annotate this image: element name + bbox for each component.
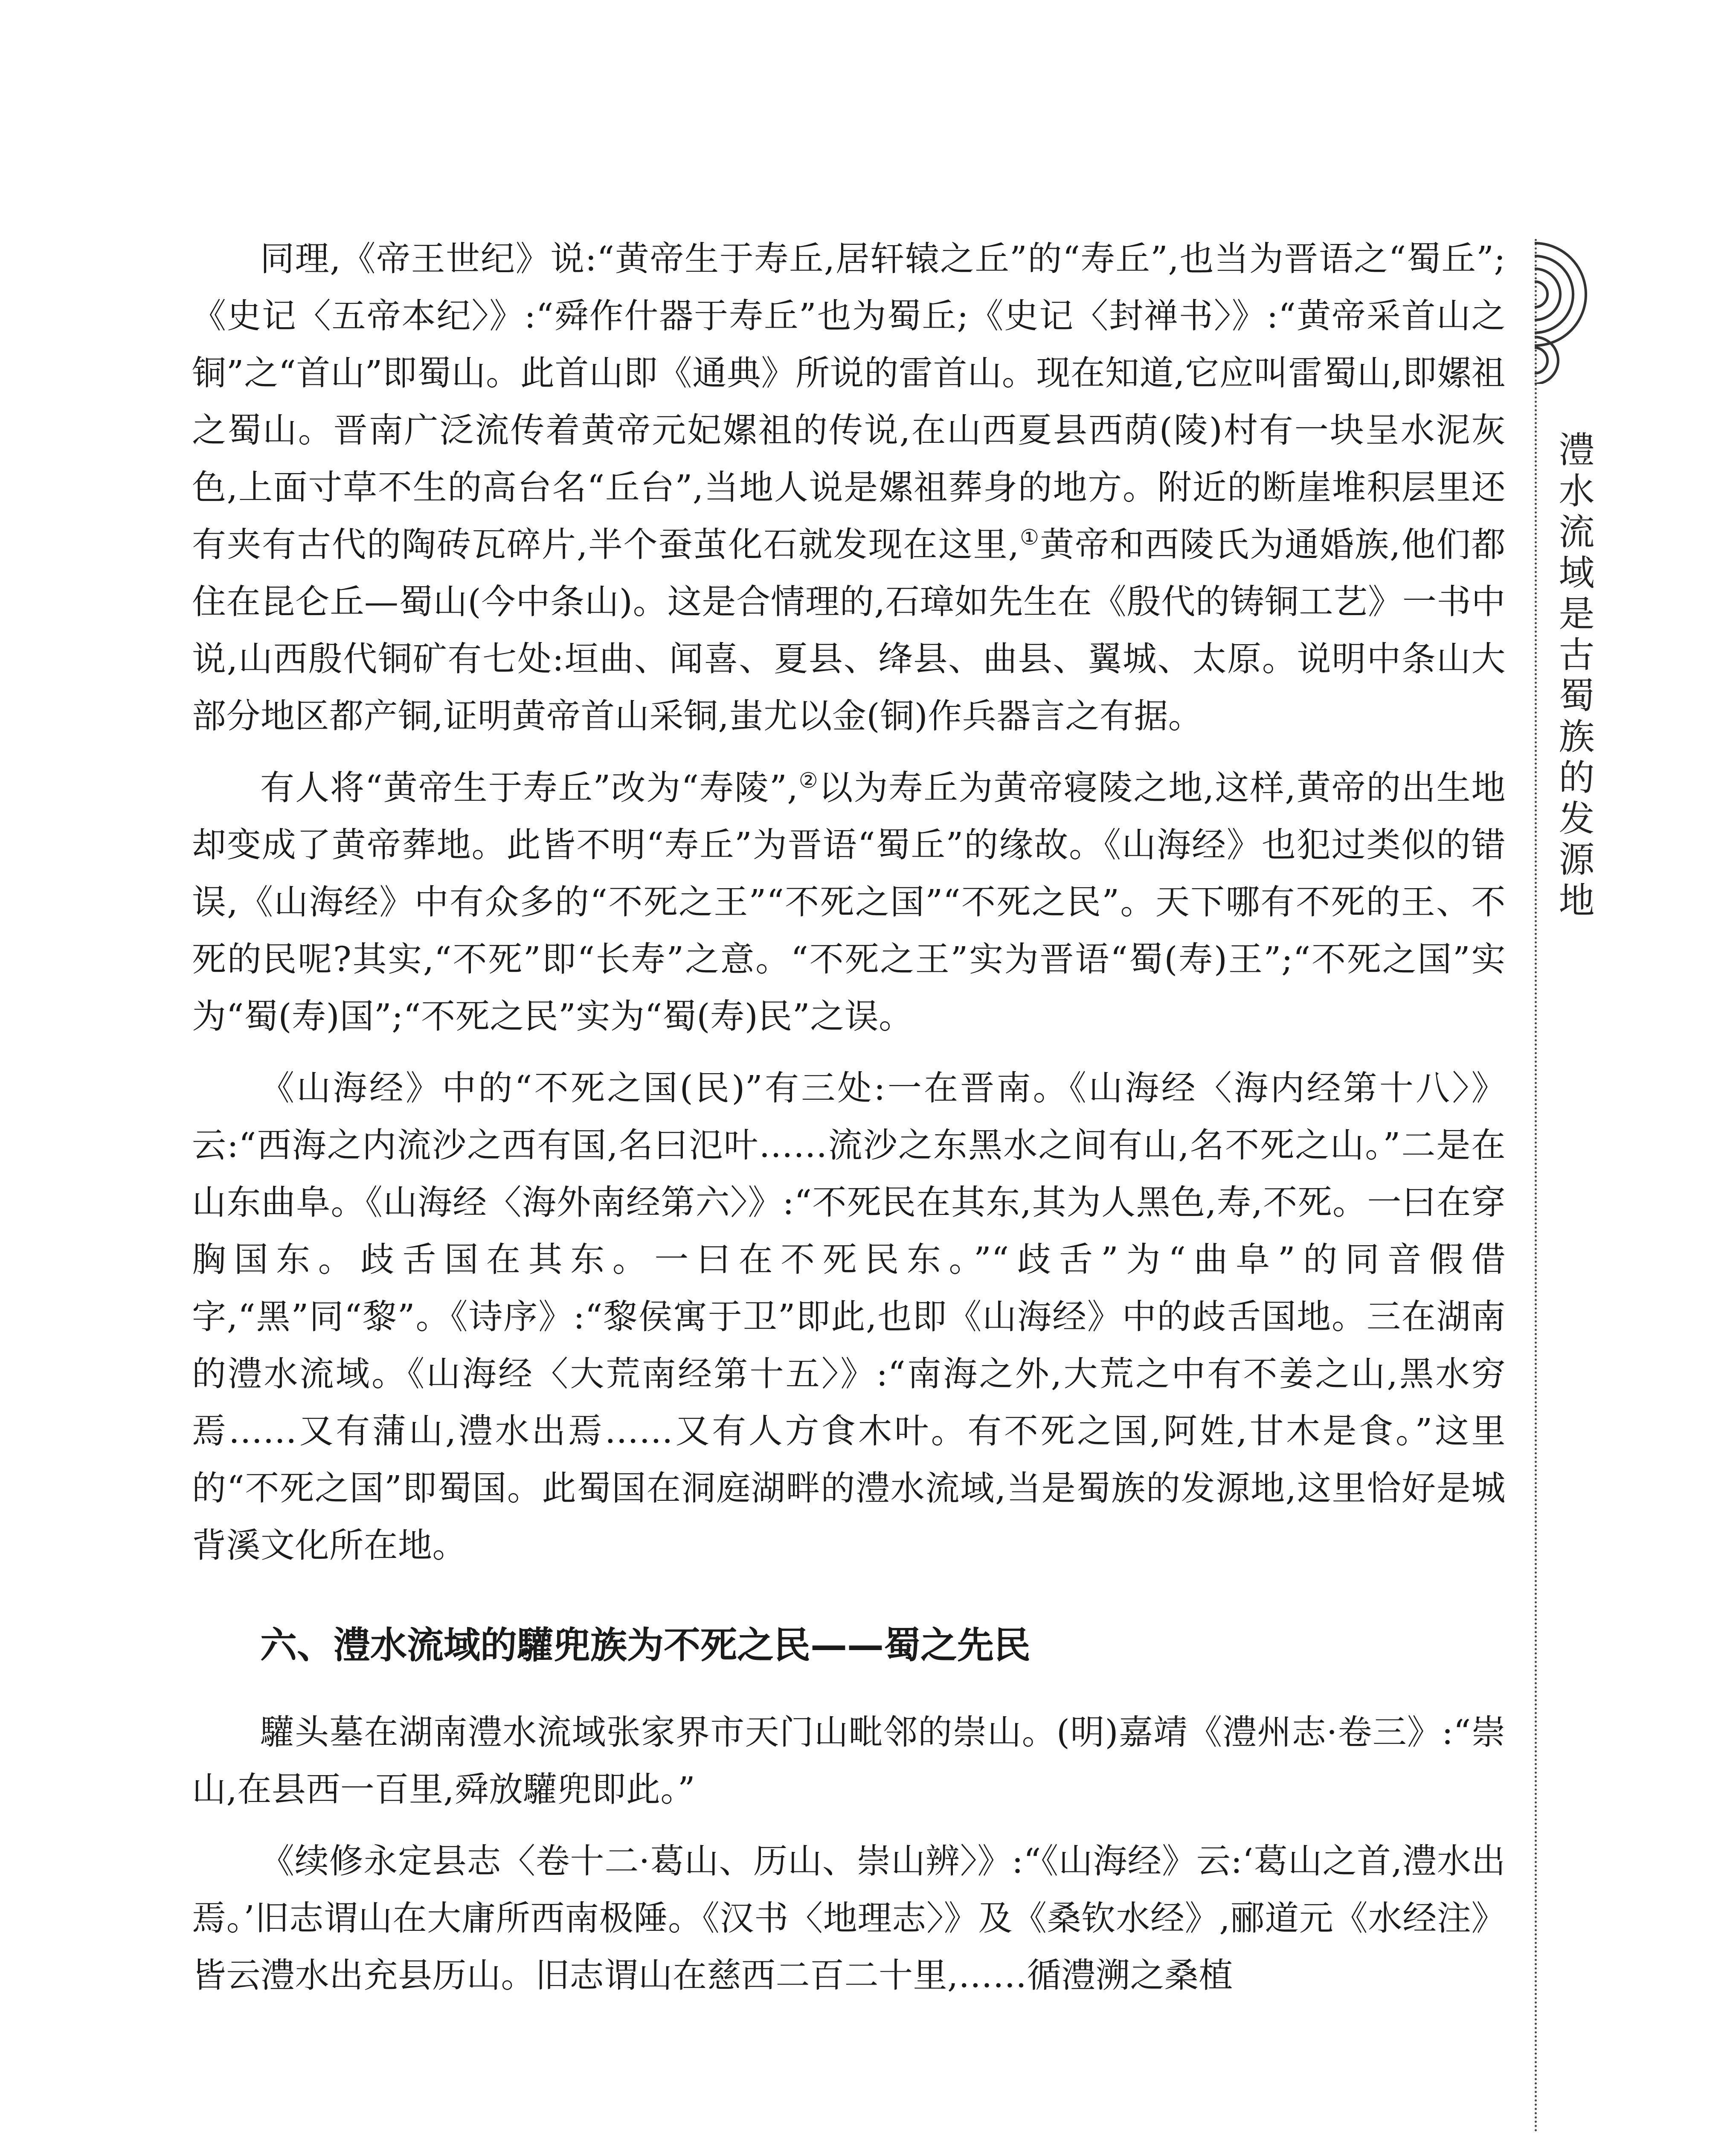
margin-dotted-line <box>1535 239 1537 2133</box>
footnote-ref[interactable]: ① <box>1019 525 1040 550</box>
running-title: 澧水流域是古蜀族的发源地 <box>1553 431 1595 922</box>
footnote-ref[interactable]: ② <box>798 768 819 793</box>
main-text <box>192 230 1506 2004</box>
section-heading: 六、澧水流域的驩兜族为不死之民——蜀之先民 <box>260 1624 1031 1667</box>
paragraph: 《续修永定县志〈卷十二·葛山、历山、崇山辨〉》:“《山海经》云:‘葛山之首,澧水出焉。’旧志谓山在大庸所西南极陲。《汉书〈地理志〉》及《桑钦水经》,郦道元《水经注》皆云澧水出充县历山。旧志谓山在慈西二百二十里,……循澧溯之桑植 <box>192 1841 1506 1995</box>
paragraph: 《山海经》中的“不死之国(民)”有三处:一在晋南。《山海经〈海内经第十八〉》云:“西海之内流沙之西有国,名曰氾叶……流沙之东黑水之间有山,名不死之山。”二是在山东曲阜。《山海经〈海外南经第六〉》:“不死民在其东,其为人黑色,寿,不死。一曰在穿胸国东。歧舌国在其东。一曰在不死民东。”“歧舌”为“曲阜”的同音假借字,“黑”同“黎”。《诗序》:“黎侯寓于卫”即此,也即《山海经》中的歧舌国地。三在湖南的澧水流域。《山海经〈大荒南经第十五〉》:“南海之外,大荒之中有不姜之山,黑水穷焉……又有蒲山,澧水出焉……又有人方食木叶。有不死之国,阿姓,甘木是食。”这里的“不死之国”即蜀国。此蜀国在洞庭湖畔的澧水流域,当是蜀族的发源地,这里恰好是城背溪文化所在地。 <box>192 1068 1506 1565</box>
wave-ornament-icon <box>1532 239 1596 384</box>
paragraph: 同理,《帝王世纪》说:“黄帝生于寿丘,居轩辕之丘”的“寿丘”,也当为晋语之“蜀丘”;《史记〈五帝本纪〉》:“舜作什器于寿丘”也为蜀丘;《史记〈封禅书〉》:“黄帝采首山之铜”之“首山”即蜀山。此首山即《通典》所说的雷首山。现在知道,它应叫雷蜀山,即嫘祖之蜀山。晋南广泛流传着黄帝元妃嫘祖的传说,在山西夏县西荫(陵)村有一块呈水泥灰色,上面寸草不生的高台名“丘台”,当地人说是嫘祖葬身的地方。附近的断崖堆积层里还有夹有古代的陶砖瓦碎片,半个蚕茧化石就发现在这里,①黄帝和西陵氏为通婚族,他们都住在昆仑丘—蜀山(今中条山)。这是合情理的,石璋如先生在《殷代的铸铜工艺》一书中说,山西殷代铜矿有七处:垣曲、闻喜、夏县、绛县、曲县、翼城、太原。说明中条山大部分地区都产铜,证明黄帝首山采铜,蚩尤以金(铜)作兵器言之有据。 <box>192 239 1506 736</box>
paragraph: 有人将“黄帝生于寿丘”改为“寿陵”,②以为寿丘为黄帝寝陵之地,这样,黄帝的出生地却变成了黄帝葬地。此皆不明“寿丘”为晋语“蜀丘”的缘故。《山海经》也犯过类似的错误,《山海经》中有众多的“不死之王”“不死之国”“不死之民”。天下哪有不死的王、不死的民呢?其实,“不死”即“长寿”之意。“不死之王”实为晋语“蜀(寿)王”;“不死之国”实为“蜀(寿)国”;“不死之民”实为“蜀(寿)民”之误。 <box>192 768 1506 1036</box>
paragraph: 驩头墓在湖南澧水流域张家界市天门山毗邻的崇山。(明)嘉靖《澧州志·卷三》:“崇山,在县西一百里,舜放驩兜即此。” <box>192 1712 1506 1809</box>
